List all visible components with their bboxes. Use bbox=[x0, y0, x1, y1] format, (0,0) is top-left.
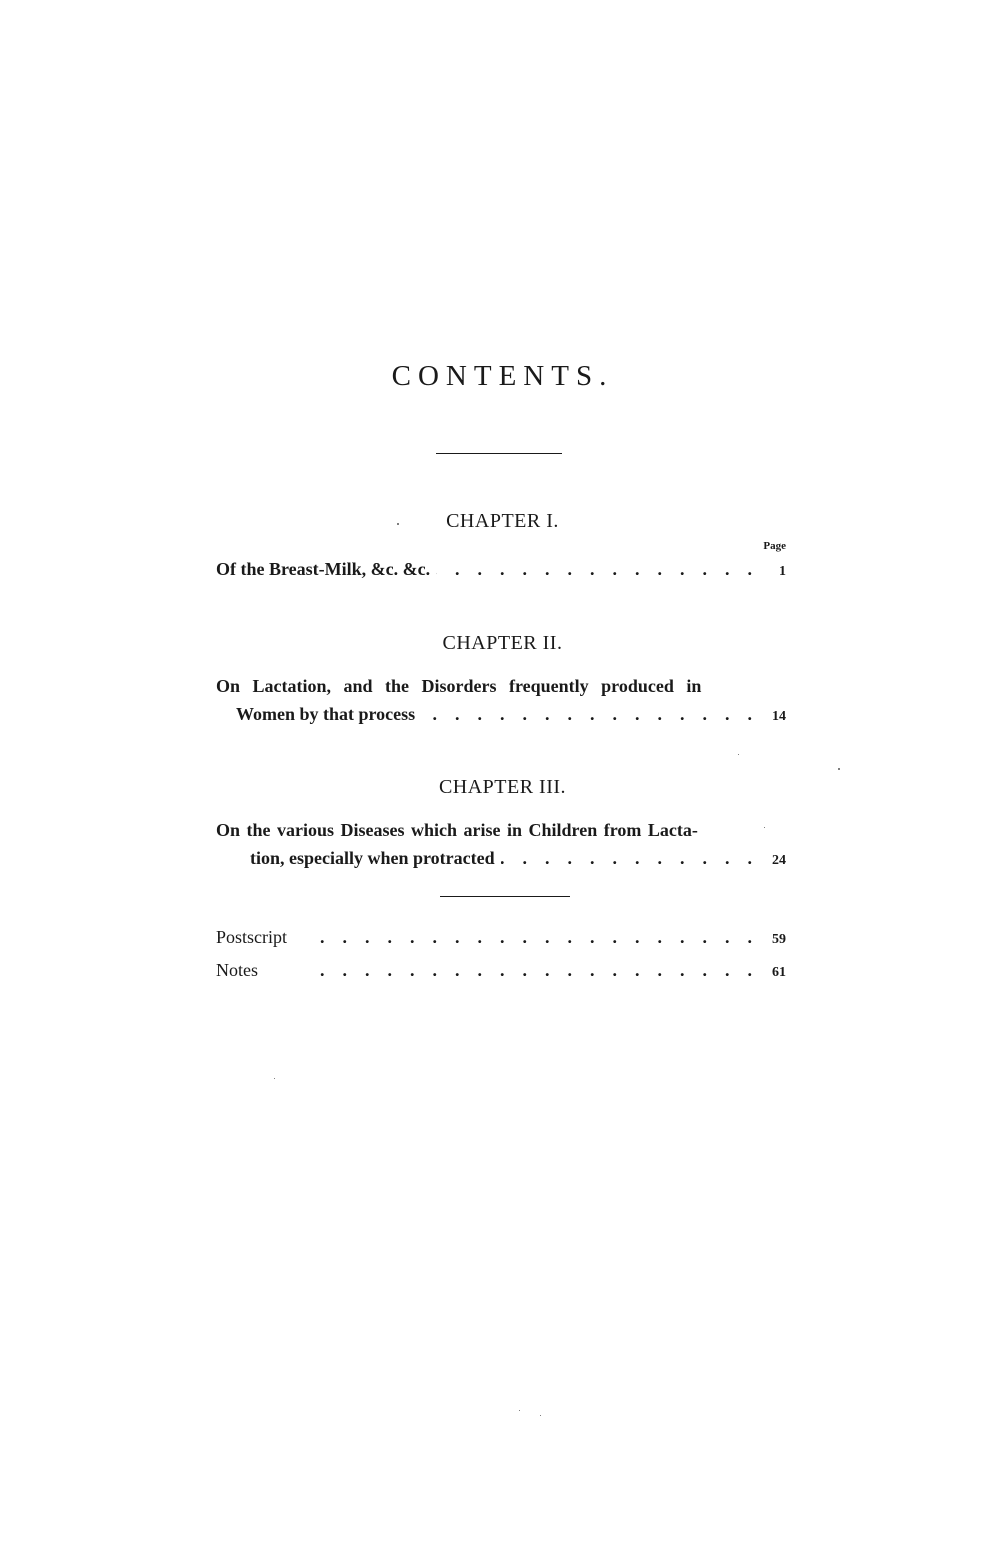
toc-entry-text: On Lactation, and the Disorders frequently produced in bbox=[216, 676, 702, 696]
toc-entry-chapter-1[interactable] bbox=[216, 555, 786, 586]
toc-line bbox=[216, 816, 786, 844]
scan-speck bbox=[540, 1415, 541, 1416]
dot-leader bbox=[264, 956, 752, 984]
toc-entry-text: Of the Breast-Milk, &c. &c. bbox=[216, 559, 431, 579]
contents-title: CONTENTS. bbox=[391, 360, 614, 392]
toc-entry-text: tion, especially when protracted bbox=[250, 848, 495, 868]
dot-leader bbox=[421, 700, 752, 728]
toc-entry-postscript[interactable] bbox=[216, 923, 786, 954]
scan-speck bbox=[764, 827, 765, 828]
toc-page-number: 59 bbox=[772, 932, 786, 947]
title-rule bbox=[436, 453, 562, 454]
toc-line bbox=[216, 956, 786, 987]
scan-speck bbox=[274, 1078, 275, 1079]
scan-speck bbox=[738, 754, 739, 755]
toc-entry-chapter-3[interactable] bbox=[216, 816, 786, 875]
toc-page-number: 24 bbox=[772, 853, 786, 868]
section-rule bbox=[440, 896, 570, 897]
dot-leader bbox=[436, 555, 752, 583]
toc-entry-text: Notes bbox=[216, 960, 258, 980]
chapter-1-heading: CHAPTER I. bbox=[446, 510, 559, 532]
toc-entry-text: Postscript bbox=[216, 927, 288, 947]
toc-entry-chapter-2[interactable] bbox=[216, 672, 786, 731]
scan-speck bbox=[397, 523, 399, 525]
dot-leader bbox=[293, 923, 752, 951]
toc-page-number: 1 bbox=[779, 564, 786, 579]
toc-line bbox=[216, 844, 786, 875]
toc-entry-text: Women by that process bbox=[236, 704, 416, 724]
toc-page-number: 61 bbox=[772, 965, 786, 980]
chapter-2-heading: CHAPTER II. bbox=[442, 632, 563, 654]
scan-speck bbox=[519, 1410, 520, 1411]
page-column-label: Page bbox=[763, 540, 786, 552]
toc-line bbox=[216, 555, 786, 586]
chapter-3-heading: CHAPTER III. bbox=[438, 776, 567, 798]
scan-speck bbox=[838, 768, 840, 770]
toc-line bbox=[216, 672, 786, 700]
toc-entry-notes[interactable] bbox=[216, 956, 786, 987]
toc-entry-text: On the various Diseases which arise in Children from Lacta- bbox=[216, 820, 698, 840]
toc-line bbox=[216, 923, 786, 954]
toc-line bbox=[216, 700, 786, 731]
toc-page-number: 14 bbox=[772, 709, 786, 724]
dot-leader bbox=[501, 844, 752, 872]
